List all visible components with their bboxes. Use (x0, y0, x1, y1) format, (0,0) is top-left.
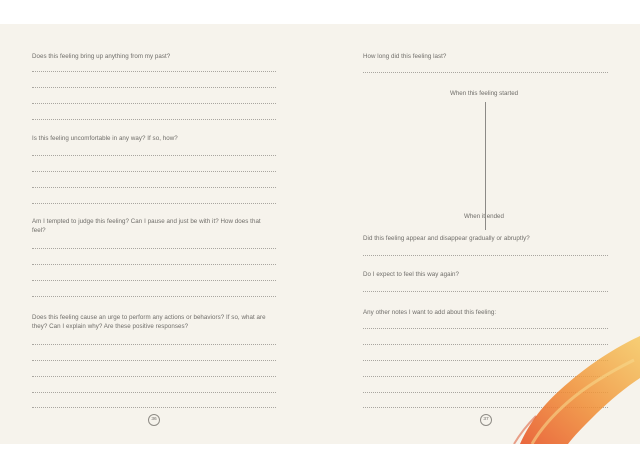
prompt-judge: Am I tempted to judge this feeling? Can I pause and just be with it? How does that feel? (32, 218, 261, 234)
writing-line[interactable] (363, 392, 608, 393)
writing-line[interactable] (32, 360, 276, 361)
prompt-duration: How long did this feeling last? (363, 53, 447, 60)
timeline-start-label: When this feeling started (450, 90, 519, 97)
prompt-uncomfortable: Is this feeling uncomfortable in any way? If so, how? (32, 135, 178, 142)
writing-line[interactable] (363, 255, 608, 256)
writing-line[interactable] (363, 360, 608, 361)
writing-line[interactable] (32, 155, 276, 156)
writing-line[interactable] (363, 291, 608, 292)
writing-line[interactable] (32, 87, 276, 88)
journal-spread (0, 24, 640, 444)
prompt-past: Does this feeling bring up anything from my past? (32, 53, 171, 60)
page-number: 37 (480, 414, 492, 426)
writing-line[interactable] (363, 376, 608, 377)
writing-line[interactable] (32, 119, 276, 120)
prompt-other-notes: Any other notes I want to add about this feeling: (363, 309, 497, 316)
prompt-expect-again: Do I expect to feel this way again? (363, 271, 459, 278)
writing-line[interactable] (32, 203, 276, 204)
writing-line[interactable] (32, 392, 276, 393)
writing-line[interactable] (363, 407, 608, 408)
writing-line[interactable] (32, 248, 276, 249)
writing-line[interactable] (32, 280, 276, 281)
writing-line[interactable] (32, 407, 276, 408)
writing-line[interactable] (32, 264, 276, 265)
prompt-gradual: Did this feeling appear and disappear gradually or abruptly? (363, 235, 530, 242)
prompt-actions: Does this feeling cause an urge to perform any actions or behaviors? If so, what are they? Can I explain why? Are these positive responses? (32, 314, 266, 330)
writing-line[interactable] (363, 72, 608, 73)
timeline-bar (485, 102, 486, 230)
writing-line[interactable] (32, 296, 276, 297)
writing-line[interactable] (363, 344, 608, 345)
writing-line[interactable] (32, 171, 276, 172)
right-page (320, 24, 640, 444)
writing-line[interactable] (32, 376, 276, 377)
writing-line[interactable] (32, 71, 276, 72)
left-page (0, 24, 320, 444)
writing-line[interactable] (363, 328, 608, 329)
writing-line[interactable] (32, 344, 276, 345)
writing-line[interactable] (32, 187, 276, 188)
writing-line[interactable] (32, 103, 276, 104)
timeline-end-label: When it ended (464, 213, 504, 220)
page-number: 36 (148, 414, 160, 426)
